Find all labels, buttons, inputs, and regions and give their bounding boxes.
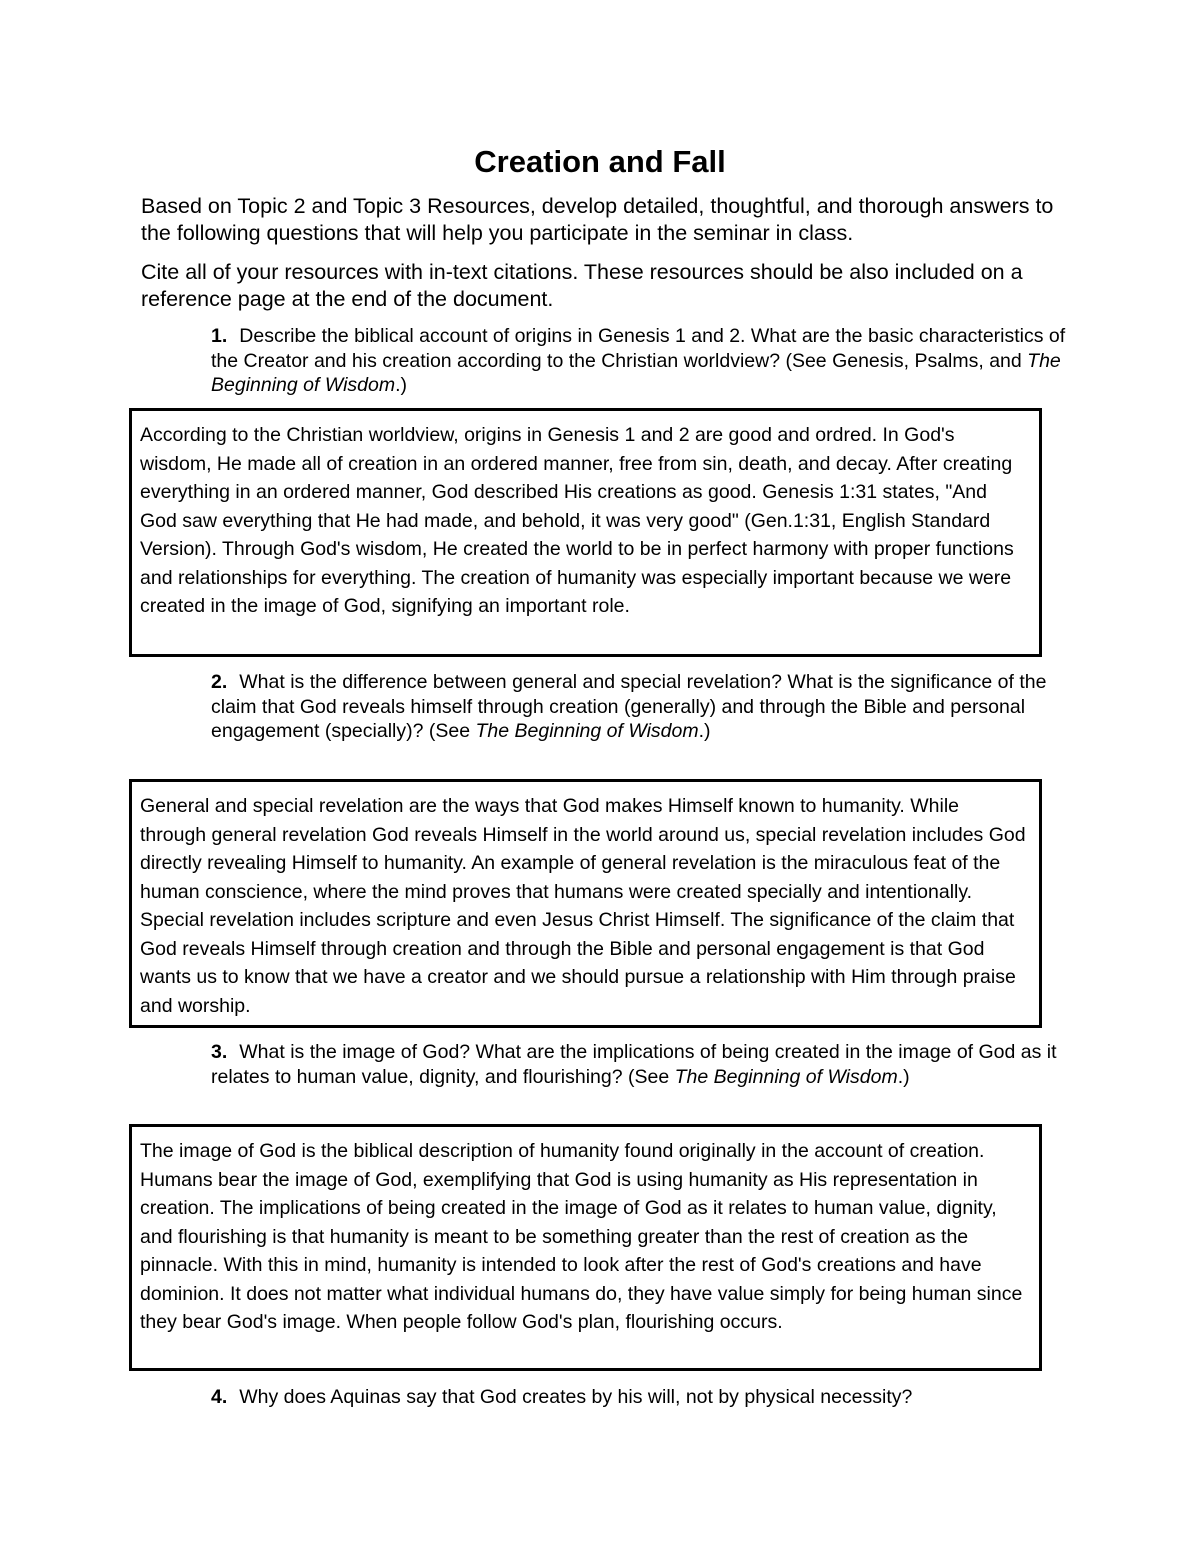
question-book-title: The Beginning of Wisdom: [674, 1065, 898, 1088]
answer-box-3[interactable]: [129, 1124, 1042, 1371]
question-number: 2.: [211, 671, 228, 693]
question-4: [211, 1385, 1071, 1410]
question-3: [211, 1040, 1071, 1089]
question-book-title: The Beginning of Wisdom: [475, 720, 699, 742]
question-text: Describe the biblical account of origins in Genesis 1 and 2. What are the basic characteristics of the Creator and his creation according to the Christian worldview? (See Genesis, Psalms, and: [211, 325, 1066, 372]
question-text: Why does Aquinas say that God creates by his will, not by physical necessity?: [239, 1386, 913, 1408]
question-text: What is the image of God? What are the implications of being created in the image of God as it relates to human value, dignity, and flourishing? (See: [211, 1041, 1057, 1088]
answer-text: According to the Christian worldview, origins in Genesis 1 and 2 are good and ordred. In God's wisdom, He made all of creation in an ordered manner, free from sin, death, and decay. After creating everything in an ordered manner, God described His creations as good. Genesis 1:31 states, "And God saw everything that He had made, and behold, it was very good" (Gen.1:31, English Standard Version). Through God's wisdom, He created the world to be in perfect harmony with proper functions and relationships for everything. The creation of humanity was especially important because we were created in the image of God, signifying an important role.: [140, 424, 1014, 617]
question-text-end: .): [698, 720, 711, 742]
page-title: Creation and Fall: [474, 144, 726, 179]
question-text-end: .): [897, 1065, 910, 1088]
question-1: [211, 324, 1071, 398]
question-text-end: .): [395, 374, 408, 396]
question-number: 3.: [211, 1041, 228, 1063]
answer-text: General and special revelation are the ways that God makes Himself known to humanity. While through general revelation God reveals Himself in the world around us, special revelation includes God directly revealing Himself to humanity. An example of general revelation is the miraculous feat of the human conscience, where the mind proves that humans were created specially and intentionally. Special revelation includes scripture and even Jesus Christ Himself. The significance of the claim that God reveals Himself through creation and through the Bible and personal engagement is that God wants us to know that we have a creator and we should pursue a relationship with Him through praise and worship.: [140, 795, 1026, 1017]
answer-box-2[interactable]: [129, 779, 1042, 1028]
question-number: 4.: [211, 1386, 228, 1408]
question-book-title: The Beginning of Wisdom: [211, 349, 1061, 396]
answer-box-1[interactable]: [129, 408, 1042, 657]
intro-paragraph-2: Cite all of your resources with in-text citations. These resources should be also included on a reference page at the end of the document.: [141, 260, 1023, 311]
answer-text: The image of God is the biblical description of humanity found originally in the account of creation. Humans bear the image of God, exemplifying that God is using humanity as His representation in creation. The implications of being created in the image of God as it relates to human value, dignity, and flourishing is that humanity is meant to be something greater than the rest of creation as the pinnacle. With this in mind, humanity is intended to look after the rest of God's creations and have dominion. It does not matter what individual humans do, they have value simply for being human since they bear God's image. When people follow God's plan, flourishing occurs.: [140, 1140, 1023, 1333]
intro-paragraph-1: Based on Topic 2 and Topic 3 Resources, develop detailed, thoughtful, and thorough answers to the following questions that will help you participate in the seminar in class.: [141, 194, 1054, 245]
question-2: [211, 670, 1071, 744]
question-number: 1.: [211, 325, 228, 347]
question-text: What is the difference between general and special revelation? What is the significance of the claim that God reveals himself through creation (generally) and through the Bible and personal engagement (specially)? (See: [211, 671, 1047, 742]
